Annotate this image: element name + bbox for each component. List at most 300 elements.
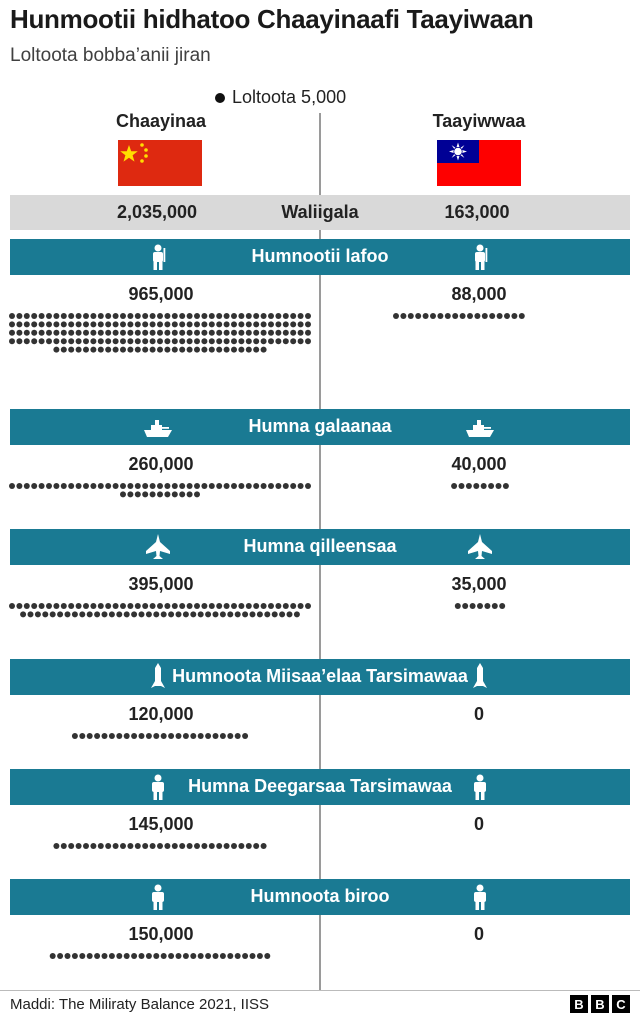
china-dot	[9, 338, 15, 344]
china-dot	[150, 338, 156, 344]
china-dot	[157, 843, 163, 849]
taiwan-dot	[482, 313, 488, 319]
china-dot	[109, 611, 115, 617]
china-dot	[246, 330, 252, 336]
china-dot	[205, 611, 211, 617]
china-dot	[231, 330, 237, 336]
china-dot	[172, 491, 178, 497]
taiwan-dot	[423, 313, 429, 319]
china-dot	[83, 483, 89, 489]
china-dot	[113, 347, 119, 353]
china-dot	[250, 611, 256, 617]
source-note: Maddi: The Miliraty Balance 2021, IISS	[10, 996, 270, 1013]
china-dot	[131, 953, 137, 959]
china-dot	[283, 483, 289, 489]
china-dot	[142, 347, 148, 353]
china-dot	[238, 313, 244, 319]
taiwan-dot	[467, 313, 473, 319]
china-dot	[153, 733, 159, 739]
china-dot	[168, 611, 174, 617]
china-dot	[220, 733, 226, 739]
china-dot	[194, 321, 200, 327]
china-dot	[268, 483, 274, 489]
china-dot	[224, 330, 230, 336]
china-dot	[194, 347, 200, 353]
china-dot	[120, 347, 126, 353]
china-dot	[287, 611, 293, 617]
china-dot	[153, 611, 159, 617]
china-dot	[231, 483, 237, 489]
china-dot	[290, 603, 296, 609]
china-dot	[253, 347, 259, 353]
china-dot	[172, 313, 178, 319]
china-dot	[238, 483, 244, 489]
china-dot	[61, 338, 67, 344]
china-dot	[201, 603, 207, 609]
china-dot	[194, 313, 200, 319]
value-china-rocket: 120,000	[128, 704, 194, 724]
china-dot	[164, 603, 170, 609]
china-dot	[157, 338, 163, 344]
china-dot	[283, 313, 289, 319]
china-dot	[261, 603, 267, 609]
china-dot	[290, 313, 296, 319]
china-dot	[268, 603, 274, 609]
china-dot	[65, 953, 71, 959]
china-dot	[61, 313, 67, 319]
china-dot	[231, 843, 237, 849]
china-dot	[31, 330, 37, 336]
china-dot	[124, 611, 130, 617]
china-dot	[209, 338, 215, 344]
china-dot	[124, 733, 130, 739]
china-dot	[28, 611, 34, 617]
china-dot	[76, 843, 82, 849]
china-dot	[209, 483, 215, 489]
china-dot	[87, 733, 93, 739]
taiwan-dot	[474, 313, 480, 319]
china-dot	[261, 338, 267, 344]
china-dot	[298, 321, 304, 327]
china-dot	[76, 330, 82, 336]
china-dot	[76, 603, 82, 609]
china-dot	[261, 330, 267, 336]
taiwan-dot	[460, 313, 466, 319]
china-dot	[209, 321, 215, 327]
china-dot	[76, 313, 82, 319]
category-label: Humna Deegarsaa Tarsimawaa	[188, 776, 452, 796]
china-dot	[153, 953, 159, 959]
china-dot	[275, 338, 281, 344]
china-dot	[213, 733, 219, 739]
china-dot	[24, 338, 30, 344]
china-dot	[90, 347, 96, 353]
china-dot	[298, 330, 304, 336]
china-dot	[39, 330, 45, 336]
china-dot	[183, 953, 189, 959]
china-dot	[238, 843, 244, 849]
china-dot	[68, 347, 74, 353]
china-dot	[90, 603, 96, 609]
china-dot	[105, 321, 111, 327]
china-dot	[172, 338, 178, 344]
china-dot	[98, 843, 104, 849]
china-dot	[94, 733, 100, 739]
china-dot	[98, 313, 104, 319]
china-dot	[68, 313, 74, 319]
china-dot	[120, 483, 126, 489]
china-dot	[9, 313, 15, 319]
china-dot	[127, 330, 133, 336]
china-dot	[9, 321, 15, 327]
china-dot	[116, 953, 122, 959]
china-dot	[90, 483, 96, 489]
china-dot	[238, 330, 244, 336]
china-dot	[105, 603, 111, 609]
china-dot	[9, 483, 15, 489]
china-dot	[216, 321, 222, 327]
china-dot	[113, 843, 119, 849]
china-dot	[142, 330, 148, 336]
china-dot	[50, 611, 56, 617]
china-dot	[261, 843, 267, 849]
china-dot	[298, 483, 304, 489]
china-dot	[16, 321, 22, 327]
china-dot	[198, 611, 204, 617]
taiwan-dot	[473, 483, 479, 489]
china-dot	[187, 491, 193, 497]
china-dot	[290, 483, 296, 489]
china-dot	[124, 953, 130, 959]
china-dot	[205, 953, 211, 959]
china-dot	[105, 347, 111, 353]
china-dot	[198, 733, 204, 739]
china-dot	[164, 347, 170, 353]
china-dot	[279, 611, 285, 617]
china-dot	[116, 611, 122, 617]
china-dot	[253, 338, 259, 344]
china-dot	[220, 953, 226, 959]
china-dot	[201, 843, 207, 849]
china-dot	[39, 321, 45, 327]
value-taiwan-support: 0	[473, 814, 484, 834]
china-dot	[157, 321, 163, 327]
china-dot	[83, 338, 89, 344]
china-dot	[164, 313, 170, 319]
china-dot	[57, 953, 63, 959]
china-dot	[76, 338, 82, 344]
china-dot	[290, 321, 296, 327]
china-dot	[142, 843, 148, 849]
china-dot	[246, 843, 252, 849]
china-dot	[53, 483, 59, 489]
china-dot	[213, 611, 219, 617]
china-dot	[242, 733, 248, 739]
china-dot	[102, 611, 108, 617]
china-dot	[90, 843, 96, 849]
china-dot	[190, 611, 196, 617]
china-dot	[98, 321, 104, 327]
china-dot	[90, 321, 96, 327]
china-dot	[9, 330, 15, 336]
china-dot	[87, 611, 93, 617]
china-dot	[135, 313, 141, 319]
china-dot	[224, 843, 230, 849]
china-dot	[135, 483, 141, 489]
china-dot	[9, 603, 15, 609]
china-dot	[39, 603, 45, 609]
taiwan-dot	[459, 483, 465, 489]
china-dot	[179, 321, 185, 327]
china-dot	[16, 338, 22, 344]
china-dot	[157, 313, 163, 319]
china-dot	[98, 483, 104, 489]
china-dot	[24, 483, 30, 489]
china-dot	[250, 953, 256, 959]
china-dot	[216, 347, 222, 353]
china-dot	[68, 321, 74, 327]
china-dot	[113, 338, 119, 344]
china-dot	[98, 338, 104, 344]
china-dot	[231, 338, 237, 344]
china-dot	[246, 347, 252, 353]
taiwan-dot	[492, 603, 498, 609]
china-dot	[68, 483, 74, 489]
china-dot	[268, 338, 274, 344]
china-dot	[150, 321, 156, 327]
china-dot	[275, 321, 281, 327]
china-dot	[98, 603, 104, 609]
category-label: Humnoota Miisaa’elaa Tarsimawaa	[172, 666, 468, 686]
china-dot	[235, 611, 241, 617]
china-dot	[61, 603, 67, 609]
china-dot	[53, 338, 59, 344]
china-dot	[224, 603, 230, 609]
china-dot	[113, 313, 119, 319]
china-dot	[264, 611, 270, 617]
china-dot	[179, 483, 185, 489]
china-dot	[83, 321, 89, 327]
china-dot	[16, 603, 22, 609]
china-dot	[242, 611, 248, 617]
china-dot	[283, 338, 289, 344]
china-dot	[127, 347, 133, 353]
china-dot	[201, 483, 207, 489]
china-dot	[127, 483, 133, 489]
china-dot	[150, 603, 156, 609]
china-dot	[261, 313, 267, 319]
taiwan-dot	[451, 483, 457, 489]
china-dot	[139, 733, 145, 739]
country-label-taiwan: Taayiwwaa	[432, 111, 526, 131]
china-dot	[127, 491, 133, 497]
china-dot	[238, 338, 244, 344]
china-dot	[246, 483, 252, 489]
china-dot	[305, 313, 311, 319]
category-label: Humna galaanaa	[248, 416, 392, 436]
china-dot	[105, 330, 111, 336]
china-dot	[246, 321, 252, 327]
china-dot	[79, 611, 85, 617]
taiwan-dot	[462, 603, 468, 609]
china-dot	[216, 313, 222, 319]
china-dot	[179, 603, 185, 609]
china-dot	[46, 321, 52, 327]
china-dot	[224, 321, 230, 327]
china-dot	[83, 603, 89, 609]
china-dot	[246, 313, 252, 319]
china-dot	[209, 330, 215, 336]
china-dot	[24, 330, 30, 336]
china-dot	[16, 483, 22, 489]
china-dot	[179, 330, 185, 336]
taiwan-dot	[511, 313, 517, 319]
china-dot	[150, 483, 156, 489]
taiwan-dot	[445, 313, 451, 319]
china-dot	[39, 338, 45, 344]
china-dot	[157, 347, 163, 353]
taiwan-dot	[499, 603, 505, 609]
china-dot	[187, 843, 193, 849]
china-dot	[190, 953, 196, 959]
value-china-support: 145,000	[128, 814, 194, 834]
china-dot	[176, 733, 182, 739]
china-dot	[209, 843, 215, 849]
china-dot	[16, 330, 22, 336]
china-dot	[194, 338, 200, 344]
china-dot	[113, 321, 119, 327]
taiwan-dot	[455, 603, 461, 609]
china-dot	[179, 491, 185, 497]
value-china-navy: 260,000	[128, 454, 194, 474]
china-dot	[183, 733, 189, 739]
china-dot	[90, 338, 96, 344]
china-dot	[231, 321, 237, 327]
china-dot	[135, 843, 141, 849]
china-dot	[90, 313, 96, 319]
china-dot	[105, 313, 111, 319]
china-dot	[61, 843, 67, 849]
china-dot	[135, 321, 141, 327]
china-dot	[238, 347, 244, 353]
value-taiwan-rocket: 0	[473, 704, 484, 724]
china-dot	[283, 330, 289, 336]
china-dot	[172, 603, 178, 609]
value-china-land: 965,000	[128, 284, 194, 304]
china-dot	[94, 953, 100, 959]
china-dot	[46, 603, 52, 609]
china-dot	[261, 483, 267, 489]
china-dot	[179, 843, 185, 849]
china-dot	[261, 321, 267, 327]
china-dot	[242, 953, 248, 959]
china-dot	[264, 953, 270, 959]
china-dot	[105, 338, 111, 344]
china-dot	[179, 313, 185, 319]
china-dot	[68, 603, 74, 609]
china-dot	[39, 313, 45, 319]
china-dot	[116, 733, 122, 739]
china-dot	[172, 483, 178, 489]
china-dot	[176, 953, 182, 959]
taiwan-dot	[497, 313, 503, 319]
category-label: Humnootii lafoo	[251, 246, 389, 266]
china-dot	[298, 603, 304, 609]
china-dot	[305, 338, 311, 344]
china-dot	[224, 483, 230, 489]
china-dot	[127, 338, 133, 344]
china-dot	[68, 330, 74, 336]
china-dot	[98, 330, 104, 336]
china-dot	[187, 321, 193, 327]
china-dot	[238, 603, 244, 609]
category-label: Humnoota biroo	[250, 886, 390, 906]
total-label: Waliigala	[281, 202, 359, 222]
china-dot	[142, 483, 148, 489]
china-dot	[216, 603, 222, 609]
china-dot	[46, 483, 52, 489]
taiwan-dot	[488, 483, 494, 489]
china-dot	[253, 483, 259, 489]
legend-label: Loltoota 5,000	[232, 87, 347, 107]
china-dot	[135, 491, 141, 497]
china-dot	[209, 347, 215, 353]
taiwan-dot	[400, 313, 406, 319]
china-dot	[305, 321, 311, 327]
china-dot	[161, 733, 167, 739]
china-dot	[150, 313, 156, 319]
china-dot	[187, 338, 193, 344]
china-dot	[216, 338, 222, 344]
value-taiwan-airforce: 35,000	[451, 574, 507, 594]
china-dot	[164, 843, 170, 849]
china-dot	[113, 330, 119, 336]
china-dot	[31, 313, 37, 319]
china-dot	[179, 338, 185, 344]
china-dot	[16, 313, 22, 319]
china-dot	[113, 483, 119, 489]
china-dot	[290, 338, 296, 344]
china-dot	[113, 603, 119, 609]
china-dot	[135, 347, 141, 353]
china-dot	[53, 347, 59, 353]
china-dot	[253, 321, 259, 327]
taiwan-dot	[519, 313, 525, 319]
china-dot	[109, 733, 115, 739]
value-china-other: 150,000	[128, 924, 194, 944]
china-dot	[194, 491, 200, 497]
china-dot	[150, 330, 156, 336]
china-dot	[150, 491, 156, 497]
taiwan-dot	[496, 483, 502, 489]
china-dot	[65, 611, 71, 617]
china-dot	[205, 733, 211, 739]
china-dot	[150, 347, 156, 353]
china-dot	[216, 330, 222, 336]
china-dot	[57, 611, 63, 617]
country-label-china: Chaayinaa	[115, 111, 207, 131]
china-dot	[216, 483, 222, 489]
china-dot	[164, 491, 170, 497]
taiwan-dot	[481, 483, 487, 489]
china-dot	[187, 330, 193, 336]
china-dot	[235, 953, 241, 959]
china-dot	[172, 347, 178, 353]
china-dot	[139, 953, 145, 959]
china-dot	[79, 953, 85, 959]
taiwan-dot	[489, 313, 495, 319]
china-dot	[187, 483, 193, 489]
